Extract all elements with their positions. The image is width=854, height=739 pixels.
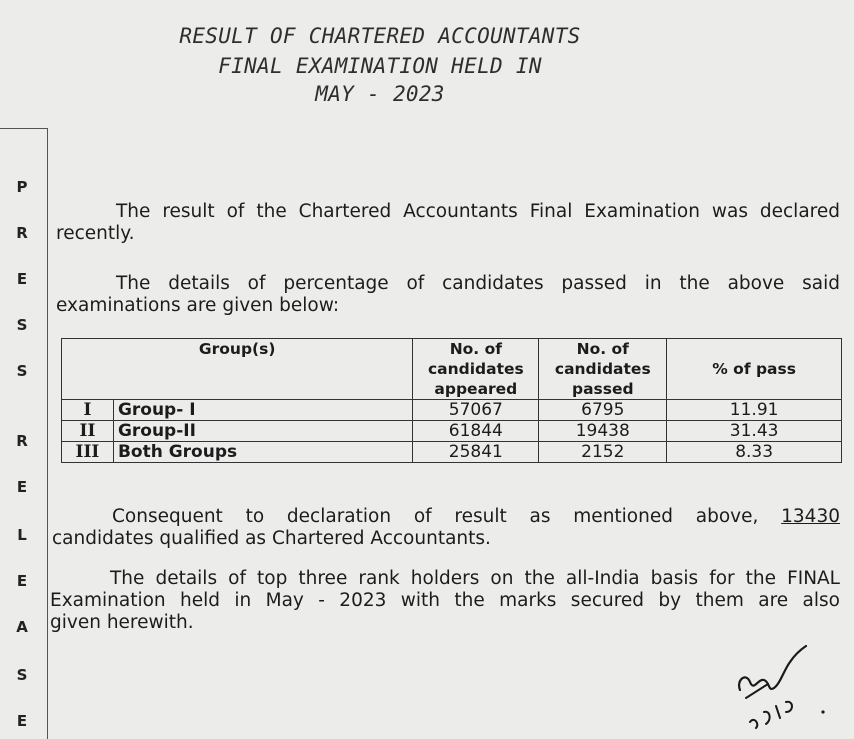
title-line-1: RESULT OF CHARTERED ACCOUNTANTS	[179, 24, 581, 48]
paragraph-line: The details of percentage of candidates passed in the above said	[116, 273, 840, 294]
results-table	[61, 338, 842, 463]
paragraph-line: The details of top three rank holders on the all-India basis for the FINAL	[110, 568, 840, 589]
row-group-name: Group-II	[113, 421, 412, 442]
header-group: Group(s)	[62, 339, 413, 400]
row-pct: 8.33	[667, 442, 842, 463]
paragraph-line: candidates qualified as Chartered Accountants.	[52, 528, 491, 549]
side-letter: L	[17, 526, 27, 544]
paragraph-line: The result of the Chartered Accountants Final Examination was declared	[116, 201, 840, 222]
margin-rule	[47, 128, 48, 739]
row-appeared: 61844	[413, 421, 539, 442]
row-pct: 31.43	[667, 421, 842, 442]
margin-top-rule	[0, 128, 47, 129]
row-number: II	[62, 421, 114, 442]
paragraph-details-intro	[56, 273, 840, 317]
row-group-name: Both Groups	[113, 442, 412, 463]
side-letter: S	[16, 666, 28, 684]
row-group-name: Group- I	[113, 400, 412, 421]
handwritten-signature	[728, 640, 828, 736]
paragraph-line: Examination held in May - 2023 with the marks secured by them are also	[50, 590, 840, 611]
side-letter: S	[16, 316, 28, 334]
table-row	[62, 400, 842, 421]
side-letter: E	[16, 270, 28, 288]
side-letter: E	[16, 572, 28, 590]
row-number: I	[62, 400, 114, 421]
paragraph-line: recently.	[56, 223, 135, 244]
title-line-2: FINAL EXAMINATION HELD IN	[218, 54, 542, 78]
side-letter: A	[16, 618, 28, 636]
row-passed: 2152	[539, 442, 667, 463]
row-passed: 6795	[539, 400, 667, 421]
paragraph-qualified	[52, 506, 840, 550]
qualified-count: 13430	[781, 506, 840, 527]
table-header-row	[62, 339, 842, 400]
side-letter: E	[16, 478, 28, 496]
title-line-3: MAY - 2023	[315, 82, 445, 106]
side-letter: S	[16, 362, 28, 380]
row-passed: 19438	[539, 421, 667, 442]
side-letter: E	[16, 712, 28, 730]
qualified-text: Consequent to declaration of result as mentioned above,	[112, 506, 759, 527]
header-passed: No. of candidates passed	[539, 339, 667, 400]
header-pct: % of pass	[667, 339, 842, 400]
row-pct: 11.91	[667, 400, 842, 421]
paragraph-result-declared	[56, 201, 840, 245]
side-letter: R	[16, 224, 28, 242]
table-row	[62, 421, 842, 442]
paragraph-rank-holders	[50, 568, 840, 634]
paragraph-line: given herewith.	[50, 612, 194, 633]
paragraph-line	[52, 506, 840, 528]
row-appeared: 25841	[413, 442, 539, 463]
table-row	[62, 442, 842, 463]
row-appeared: 57067	[413, 400, 539, 421]
side-letter: R	[16, 432, 28, 450]
header-appeared: No. of candidates appeared	[413, 339, 539, 400]
row-number: III	[62, 442, 114, 463]
paragraph-line: examinations are given below:	[56, 295, 340, 316]
side-letter: P	[16, 178, 28, 196]
